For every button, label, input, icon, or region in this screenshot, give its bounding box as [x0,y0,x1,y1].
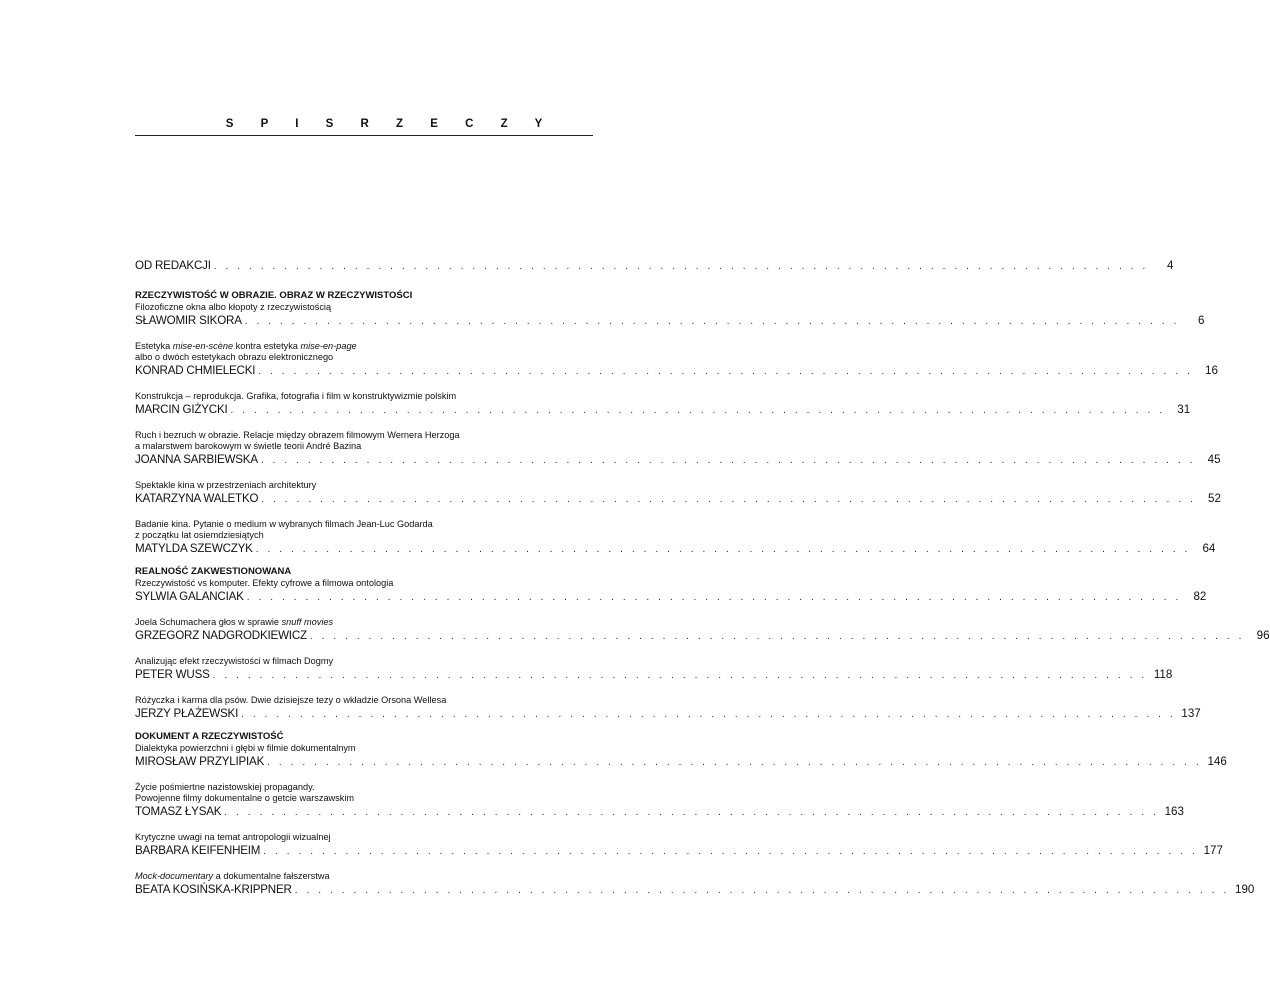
article-title: Estetyka mise-en-scène kontra estetyka mise-en-page [135,341,357,351]
dot-leader: . . . . . . . . . . . . . . . . . . . . . . . . . . . . . . . . . . . . . . . . . . . . . . . . . . . . . . . . . . . . . . . . . . . . . . . . . . . . . . . . [230,405,1166,416]
dot-leader: . . . . . . . . . . . . . . . . . . . . . . . . . . . . . . . . . . . . . . . . . . . . . . . . . . . . . . . . . . . . . . . . . . . . . . . . . . . . . . . . [224,807,1159,818]
heading-rule [135,135,593,136]
section-heading: RZECZYWISTOŚĆ W OBRAZIE. OBRAZ W RZECZYWISTOŚCI [135,290,413,301]
page-title: S P I S R Z E C Z Y [225,118,555,130]
spacer [135,379,613,391]
page-number: 45 [1207,453,1221,466]
toc-entry [135,430,1221,468]
spacer [135,557,613,562]
author-row [135,452,1221,468]
dot-leader: . . . . . . . . . . . . . . . . . . . . . . . . . . . . . . . . . . . . . . . . . . . . . . . . . . . . . . . . . . . . . . . . . . . . . . . . . . . . . . . . [246,592,1182,603]
author-row [135,628,1270,644]
author-name: BEATA KOSIŃSKA-KRIPPNER [135,883,292,896]
article-title: Analizując efekt rzeczywistości w filmach Dogmy [135,656,334,666]
author-name: KONRAD CHMIELECKI [135,364,256,377]
toc-entry [135,782,1184,820]
toc-entry [135,391,1191,418]
author-name: TOMASZ ŁYSAK [135,805,222,818]
author-name: JERZY PŁAŻEWSKI [135,707,239,720]
toc-entry [135,695,1201,722]
dot-leader: . . . . . . . . . . . . . . . . . . . . . . . . . . . . . . . . . . . . . . . . . . . . . . . . . . . . . . . . . . . . . . . . . . . . . . . . . . . . . . . . [241,709,1176,720]
spacer [135,274,613,286]
section-heading: REALNOŚĆ ZAKWESTIONOWANA [135,566,292,577]
article-title: albo o dwóch estetykach obrazu elektronicznego [135,352,334,362]
author-name: GRZEGORZ NADGRODKIEWICZ [135,629,307,642]
toc-entry [135,617,1270,644]
page-number: 177 [1203,844,1223,857]
dot-leader: . . . . . . . . . . . . . . . . . . . . . . . . . . . . . . . . . . . . . . . . . . . . . . . . . . . . . . . . . . . . . . . . . . . . . . . . . . . . . . . . [294,885,1230,896]
spacer [135,770,613,782]
article-title: z początku lat osiemdziesiątych [135,530,264,540]
page-number: 16 [1205,364,1218,377]
author-name: BARBARA KEIFENHEIM [135,844,261,857]
page-number: 118 [1153,668,1173,681]
author-name: PETER WUSS [135,668,210,681]
article-title: Rzeczywistość vs komputer. Efekty cyfrowe a filmowa ontologia [135,578,394,588]
toc-entry [135,258,1174,274]
author-name: MARCIN GIŻYCKI [135,403,228,416]
spacer [135,898,613,910]
dot-leader: . . . . . . . . . . . . . . . . . . . . . . . . . . . . . . . . . . . . . . . . . . . . . . . . . . . . . . . . . . . . . . . . . . . . . . . . . . . . . . . . [261,494,1196,505]
page-number: 163 [1164,805,1184,818]
spacer [135,418,613,430]
spacer [135,683,613,695]
toc-entry [135,743,1227,770]
page-number: 64 [1202,542,1216,555]
author-row [135,754,1227,770]
page-number: 4 [1166,259,1174,272]
dot-leader: . . . . . . . . . . . . . . . . . . . . . . . . . . . . . . . . . . . . . . . . . . . . . . . . . . . . . . . . . . . . . . . . . . . . . . . . . . . . . . . . [263,846,1198,857]
toc-entry [135,832,1223,859]
page-number: 52 [1208,492,1221,505]
article-title: Filozoficzne okna albo kłopoty z rzeczywistością [135,302,332,312]
spacer [135,507,613,519]
author-row [135,363,1218,379]
author-name: SŁAWOMIR SIKORA [135,314,242,327]
article-title: Ruch i bezruch w obrazie. Relacje między obrazem filmowym Wernera Herzoga [135,430,460,440]
page-number: 190 [1235,883,1255,896]
author-row [135,402,1191,418]
table-of-contents [135,258,1270,910]
dot-leader: . . . . . . . . . . . . . . . . . . . . . . . . . . . . . . . . . . . . . . . . . . . . . . . . . . . . . . . . . . . . . . . . . . . . . . . . . . . . . . . . [309,631,1245,642]
toc-entry [135,480,1221,507]
article-title: Życie pośmiertne nazistowskiej propagandy. [135,782,315,792]
toc-entry [135,578,1207,605]
article-title: Dialektyka powierzchni i głębi w filmie dokumentalnym [135,743,356,753]
author-name: OD REDAKCJI [135,259,211,272]
section-heading: DOKUMENT A RZECZYWISTOŚĆ [135,731,284,742]
article-title: Różyczka i karma dla psów. Dwie dzisiejsze tezy o wkładzie Orsona Wellesa [135,695,447,705]
article-title: Mock-documentary a dokumentalne fałszerstwa [135,871,330,881]
author-name: MIROSŁAW PRZYLIPIAK [135,755,265,768]
author-row [135,491,1221,507]
dot-leader: . . . . . . . . . . . . . . . . . . . . . . . . . . . . . . . . . . . . . . . . . . . . . . . . . . . . . . . . . . . . . . . . . . . . . . . . . . . . . . . . [213,261,1149,272]
page-number: 6 [1197,314,1205,327]
spacer [135,329,613,341]
author-row [135,541,1216,557]
dot-leader: . . . . . . . . . . . . . . . . . . . . . . . . . . . . . . . . . . . . . . . . . . . . . . . . . . . . . . . . . . . . . . . . . . . . . . . . . . . . . . . . [244,316,1180,327]
dot-leader: . . . . . . . . . . . . . . . . . . . . . . . . . . . . . . . . . . . . . . . . . . . . . . . . . . . . . . . . . . . . . . . . . . . . . . . . . . . . . . . . [260,455,1196,466]
toc-entry [135,871,1255,898]
dot-leader: . . . . . . . . . . . . . . . . . . . . . . . . . . . . . . . . . . . . . . . . . . . . . . . . . . . . . . . . . . . . . . . . . . . . . . . . . . . . . . . . [258,366,1193,377]
toc-entry [135,341,1218,379]
article-title: Badanie kina. Pytanie o medium w wybranych filmach Jean-Luc Godarda [135,519,433,529]
author-name: SYLWIA GALANCIAK [135,590,244,603]
author-row [135,313,1205,329]
author-row [135,667,1173,683]
author-row [135,804,1184,820]
dot-leader: . . . . . . . . . . . . . . . . . . . . . . . . . . . . . . . . . . . . . . . . . . . . . . . . . . . . . . . . . . . . . . . . . . . . . . . . . . . . . . . . [255,544,1191,555]
page-number: 31 [1177,403,1191,416]
toc-entry [135,656,1173,683]
spacer [135,722,613,727]
article-title: Krytyczne uwagi na temat antropologii wizualnej [135,832,331,842]
author-row [135,589,1207,605]
page-number: 82 [1193,590,1207,603]
page-number: 137 [1181,707,1201,720]
dot-leader: . . . . . . . . . . . . . . . . . . . . . . . . . . . . . . . . . . . . . . . . . . . . . . . . . . . . . . . . . . . . . . . . . . . . . . . . . . . . . . . . [212,670,1148,681]
page-number: 146 [1207,755,1227,768]
author-row [135,882,1255,898]
article-title: Powojenne filmy dokumentalne o getcie warszawskim [135,793,355,803]
author-name: JOANNA SARBIEWSKA [135,453,258,466]
author-name: KATARZYNA WALETKO [135,492,259,505]
spacer [135,820,613,832]
article-title: a malarstwem barokowym w świetle teorii André Bazina [135,441,362,451]
spacer [135,605,613,617]
article-title: Joela Schumachera głos w sprawie snuff movies [135,617,334,627]
author-row [135,706,1201,722]
page-number: 96 [1256,629,1270,642]
author-row [135,843,1223,859]
author-name: MATYLDA SZEWCZYK [135,542,253,555]
spacer [135,468,613,480]
spacer [135,859,613,871]
author-row [135,258,1174,274]
toc-entry [135,302,1205,329]
toc-entry [135,519,1216,557]
dot-leader: . . . . . . . . . . . . . . . . . . . . . . . . . . . . . . . . . . . . . . . . . . . . . . . . . . . . . . . . . . . . . . . . . . . . . . . . . . . . . . . . [267,757,1202,768]
article-title: Spektakle kina w przestrzeniach architektury [135,480,317,490]
article-title: Konstrukcja – reprodukcja. Grafika, fotografia i film w konstruktywizmie polskim [135,391,457,401]
spacer [135,644,613,656]
